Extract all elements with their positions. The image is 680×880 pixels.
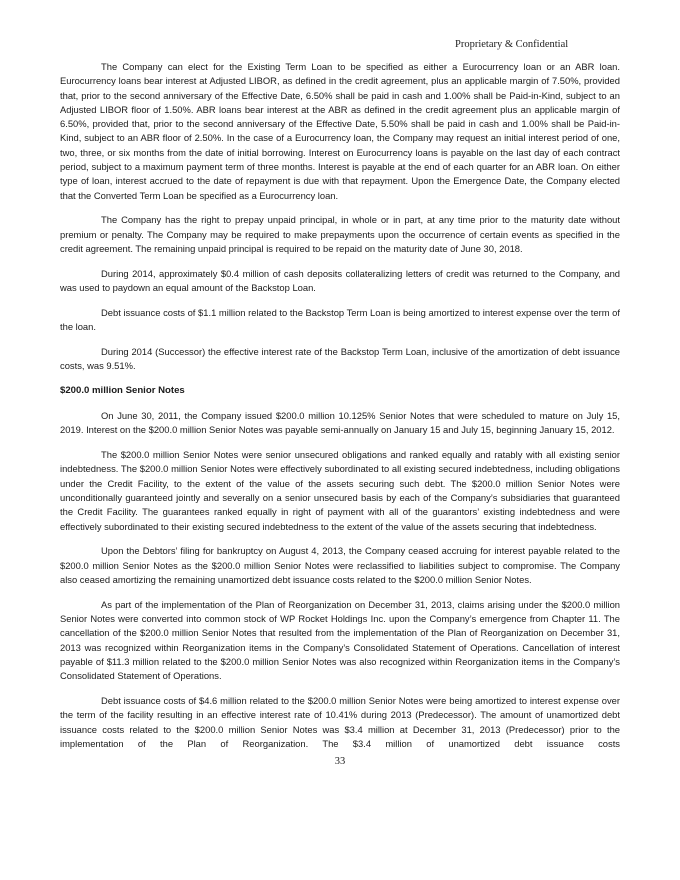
confidentiality-header: Proprietary & Confidential xyxy=(455,39,569,50)
paragraph-plan-of-reorganization: As part of the implementation of the Plan of Reorganization on December 31, 2013, claims arising under the $200.0 million Senior Notes were converted into common stock of WP Rocket Holdings Inc. upon the Company’s emergence from Chapter 11. The cancellation of the $200.0 million Senior Notes that resulted from the implementation of the Plan of Reorganization on December 31, 2013 was recognized within Reorganization items in the Company’s Consolidated Statement of Operations. Cancellation of interest payable of $11.3 million related to the $200.0 million Senior Notes was also recognized within Reorganization items in the Company’s Consolidated Statement of Operations. xyxy=(60,598,620,682)
paragraph-term-loan-interest: The Company can elect for the Existing Term Loan to be specified as either a Eurocurrency loan or an ABR loan. Eurocurrency loans bear interest at Adjusted LIBOR, as defined in the credit agreement, plus an applicable margin of 7.50%, provided that, prior to the second anniversary of the Effective Date, 6.50% shall be paid in cash and 1.00% shall be Paid-in-Kind, subject to an Adjusted LIBOR floor of 1.50%. ABR loans bear interest at the ABR as defined in the credit agreement plus an applicable margin of 6.50%, provided that, prior to the second anniversary of the Effective Date, 5.50% shall be paid in cash and 1.00% shall be Paid-in-Kind, subject to an ABR floor of 2.50%. In the case of a Eurocurrency loan, the Company may request an initial interest period of one, two, three, or six months from the date of initial borrowing. Interest on Eurocurrency loans is payable on the last day of each contract period, subject to a maximum payment term of three months. Interest is payable at the end of each quarter for an ABR loan. On either type of loan, interest accrued to the date of repayment is due with that repayment. Upon the Emergence Date, the Company elected that the Converted Term Loan be specified as a Eurocurrency loan. xyxy=(60,61,620,201)
paragraph-backstop-effective-rate: During 2014 (Successor) the effective interest rate of the Backstop Term Loan, inclusive of the amortization of debt issuance costs, was 9.51%. xyxy=(60,346,620,372)
paragraph-backstop-issuance-costs: Debt issuance costs of $1.1 million related to the Backstop Term Loan is being amortized to interest expense over the term of the loan. xyxy=(60,306,620,333)
paragraph-notes-issuance: On June 30, 2011, the Company issued $200.0 million 10.125% Senior Notes that were scheduled to mature on July 15, 2019. Interest on the $200.0 million Senior Notes was payable semi-annually on January 15 and July 15, beginning January 15, 2012. xyxy=(60,409,620,436)
paragraph-cash-deposits: During 2014, approximately $0.4 million of cash deposits collateralizing letters of credit was returned to the Company, and was used to paydown an equal amount of the Backstop Loan. xyxy=(60,267,620,294)
paragraph-prepayment: The Company has the right to prepay unpaid principal, in whole or in part, at any time prior to the maturity date without premium or penalty. The Company may be required to make prepayments upon the occurrence of certain events as specified in the credit agreement. The remaining unpaid principal is required to be repaid on the maturity date of June 30, 2018. xyxy=(60,214,620,255)
paragraph-notes-ranking: The $200.0 million Senior Notes were senior unsecured obligations and ranked equally and ratably with all existing senior indebtedness. The $200.0 million Senior Notes were effectively subordinated to all existing secured indebtedness, including obligations under the Credit Facility, to the extent of the value of the assets securing such debt. The $200.0 million Senior Notes were unconditionally guaranteed jointly and severally on a senior unsecured basis by each of the Company’s subsidiaries that guaranteed the Credit Facility. The guarantees ranked equally in right of payment with all of the guarantors’ existing indebtedness and were effectively subordinated to their existing secured indebtedness to the extent of the value of the assets securing that indebtedness. xyxy=(60,449,620,532)
page-number: 33 xyxy=(334,756,346,768)
paragraph-bankruptcy-filing: Upon the Debtors’ filing for bankruptcy on August 4, 2013, the Company ceased accruing for interest payable related to the $200.0 million Senior Notes as the $200.0 million Senior Notes were reclassified to liabilities subject to compromise. The Company also ceased amortizing the remaining unamortized debt issuance costs related to the $200.0 million Senior Notes. xyxy=(60,545,620,585)
document-body xyxy=(60,60,620,769)
paragraph-notes-issuance-costs: Debt issuance costs of $4.6 million related to the $200.0 million Senior Notes were being amortized to interest expense over the term of the facility resulting in an effective interest rate of 10.41% during 2013 (Predecessor). The amount of unamortized debt issuance costs related to the $200.0 million Senior Notes was $3.4 million at December 31, 2013 (Predecessor) prior to the implementation of the Plan of Reorganization. The $3.4 million of unamortized debt issuance costs xyxy=(60,694,620,749)
section-heading-senior-notes: $200.0 million Senior Notes xyxy=(60,385,185,397)
